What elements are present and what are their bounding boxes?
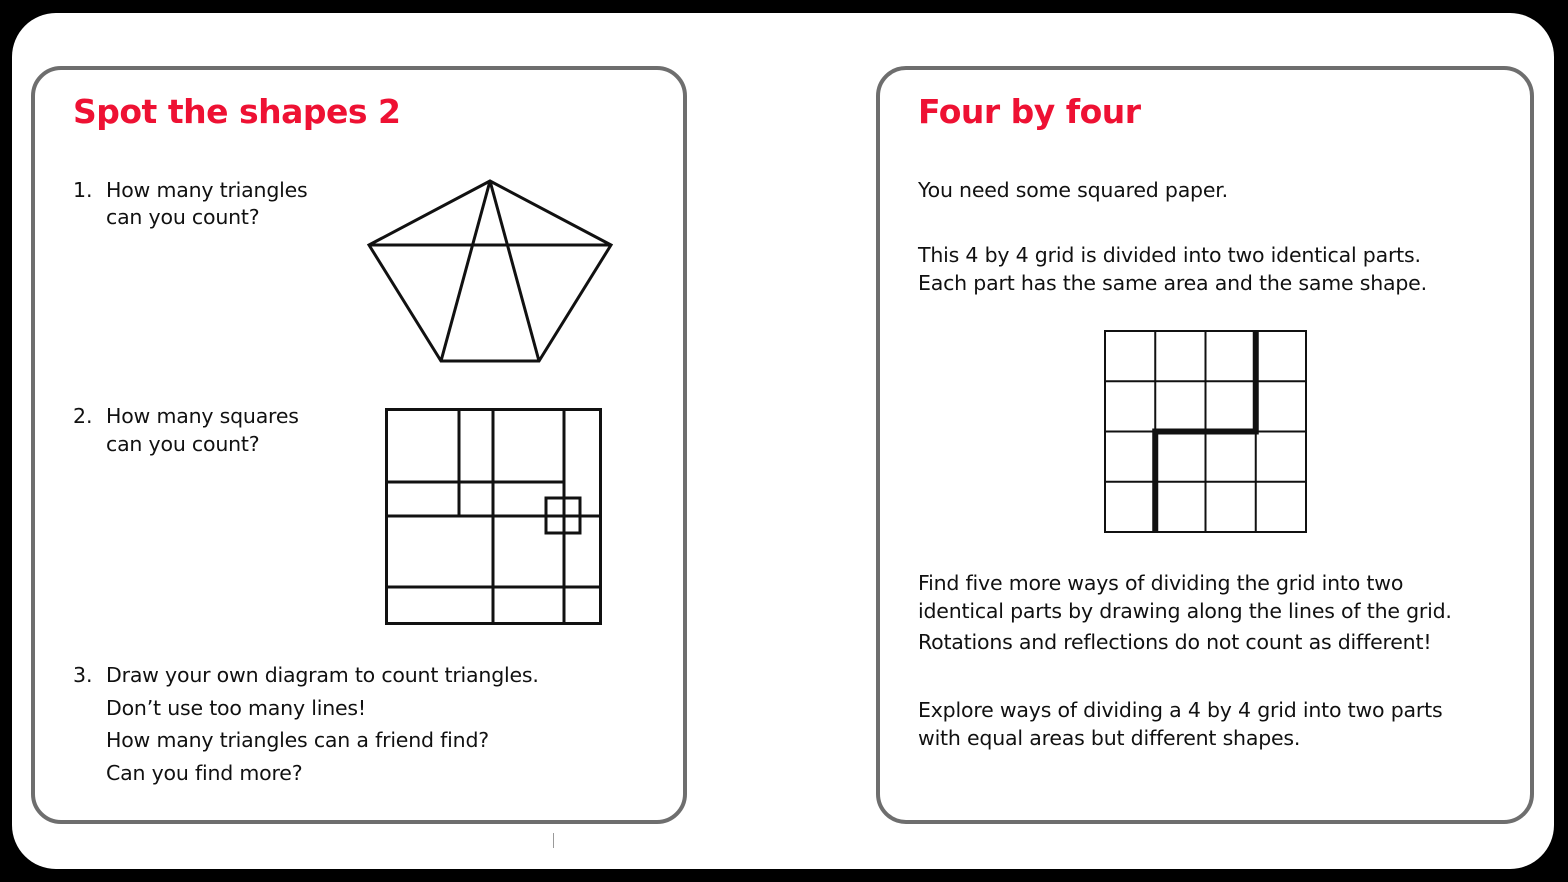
pentagon-outline (369, 181, 611, 361)
four-by-four-grid (1104, 330, 1310, 536)
instruction-text: This 4 by 4 grid is divided into two identical parts. (918, 243, 1421, 267)
spot-the-shapes-card (31, 66, 687, 824)
question-text: How many triangles (106, 178, 308, 202)
page-marker (553, 833, 554, 848)
instruction-text: identical parts by drawing along the lines of the grid. (918, 599, 1452, 623)
card-title: Spot the shapes 2 (73, 92, 401, 131)
diagonal-line (441, 181, 490, 361)
question-text: can you count? (106, 432, 260, 456)
question-text: Don’t use too many lines! (106, 696, 366, 720)
squares-diagram (385, 408, 603, 626)
instruction-text: Find five more ways of dividing the grid into two (918, 571, 1404, 595)
diagonal-line (490, 181, 539, 361)
instruction-text: with equal areas but different shapes. (918, 726, 1301, 750)
question-text: How many triangles can a friend find? (106, 728, 489, 752)
instruction-text: Rotations and reflections do not count as different! (918, 630, 1432, 654)
instruction-text: Explore ways of dividing a 4 by 4 grid into two parts (918, 698, 1443, 722)
question-number: 2. (73, 404, 93, 428)
instruction-text: You need some squared paper. (918, 178, 1228, 202)
four-by-four-card (876, 66, 1534, 824)
question-text: How many squares (106, 404, 299, 428)
question-text: can you count? (106, 205, 260, 229)
pentagon-triangles-diagram (369, 178, 619, 368)
question-number: 3. (73, 663, 93, 687)
question-text: Draw your own diagram to count triangles. (106, 663, 539, 687)
card-title: Four by four (918, 92, 1141, 131)
instruction-text: Each part has the same area and the same shape. (918, 271, 1427, 295)
question-number: 1. (73, 178, 93, 202)
question-text: Can you find more? (106, 761, 303, 785)
